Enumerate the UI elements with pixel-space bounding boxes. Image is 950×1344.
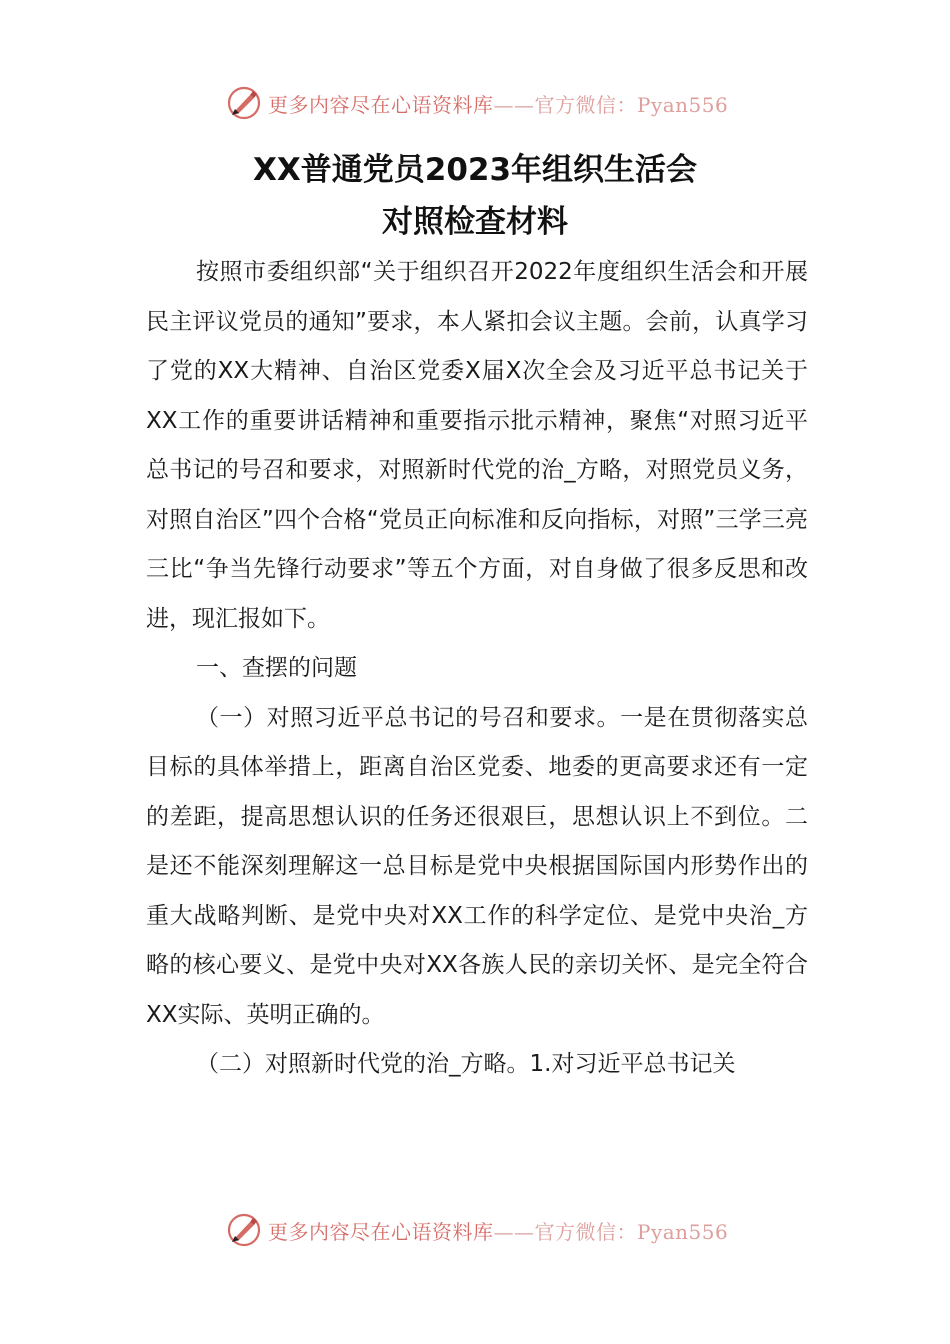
watermark-separator: —— [493, 92, 535, 117]
watermark-text [268, 1216, 728, 1245]
document-title-line1: XX普通党员2023年组织生活会 [252, 152, 698, 188]
watermark-brand: 更多内容尽在心语资料库 [268, 1219, 494, 1244]
document-title-line2: 对照检查材料 [382, 204, 568, 240]
watermark-wechat-id: Pyan556 [637, 92, 729, 117]
paragraph-item-1: （一）对照习近平总书记的号召和要求。一是在贯彻落实总目标的具体举措上，距离自治区党委、地委的更高要求还有一定的差距，提高思想认识的任务还很艰巨，思想认识上不到位。二是还不能深刻理解这一总目标是党中央根据国际国内形势作出的重大战略判断、是党中央对XX工作的科学定位、是党中央治_方略的核心要义、是党中央对XX各族人民的亲切关怀、是完全符合XX实际、英明正确的。 [146, 704, 808, 1028]
header-watermark-banner [0, 83, 950, 123]
watermark-wechat-id: Pyan556 [637, 1219, 729, 1244]
paragraph-intro: 按照市委组织部“关于组织召开2022年度组织生活会和开展民主评议党员的通知”要求，本人紧扣会议主题。会前，认真学习了党的XX大精神、自治区党委X届X次全会及习近平总书记关于XX工作的重要讲话精神和重要指示批示精神，聚焦“对照习近平总书记的号召和要求，对照新时代党的治_方略，对照党员义务，对照自治区”四个合格“党员正向标准和反向指标，对照”三学三亮三比“争当先锋行动要求”等五个方面，对自身做了很多反思和改进，现汇报如下。 [146, 259, 808, 632]
section-heading: 一、查摆的问题 [196, 655, 357, 681]
watermark-separator: —— [493, 1219, 535, 1244]
watermark-wechat-label: 官方微信： [534, 92, 637, 117]
document-body [146, 248, 808, 1090]
paragraph-item-2: （二）对照新时代党的治_方略。1.对习近平总书记关 [196, 1051, 736, 1077]
watermark-brand: 更多内容尽在心语资料库 [268, 92, 494, 117]
watermark-wechat-label: 官方微信： [534, 1219, 637, 1244]
footer-watermark-banner [0, 1210, 950, 1250]
brand-logo-icon [226, 1212, 262, 1248]
watermark-text [268, 89, 728, 118]
brand-logo-icon [226, 85, 262, 121]
